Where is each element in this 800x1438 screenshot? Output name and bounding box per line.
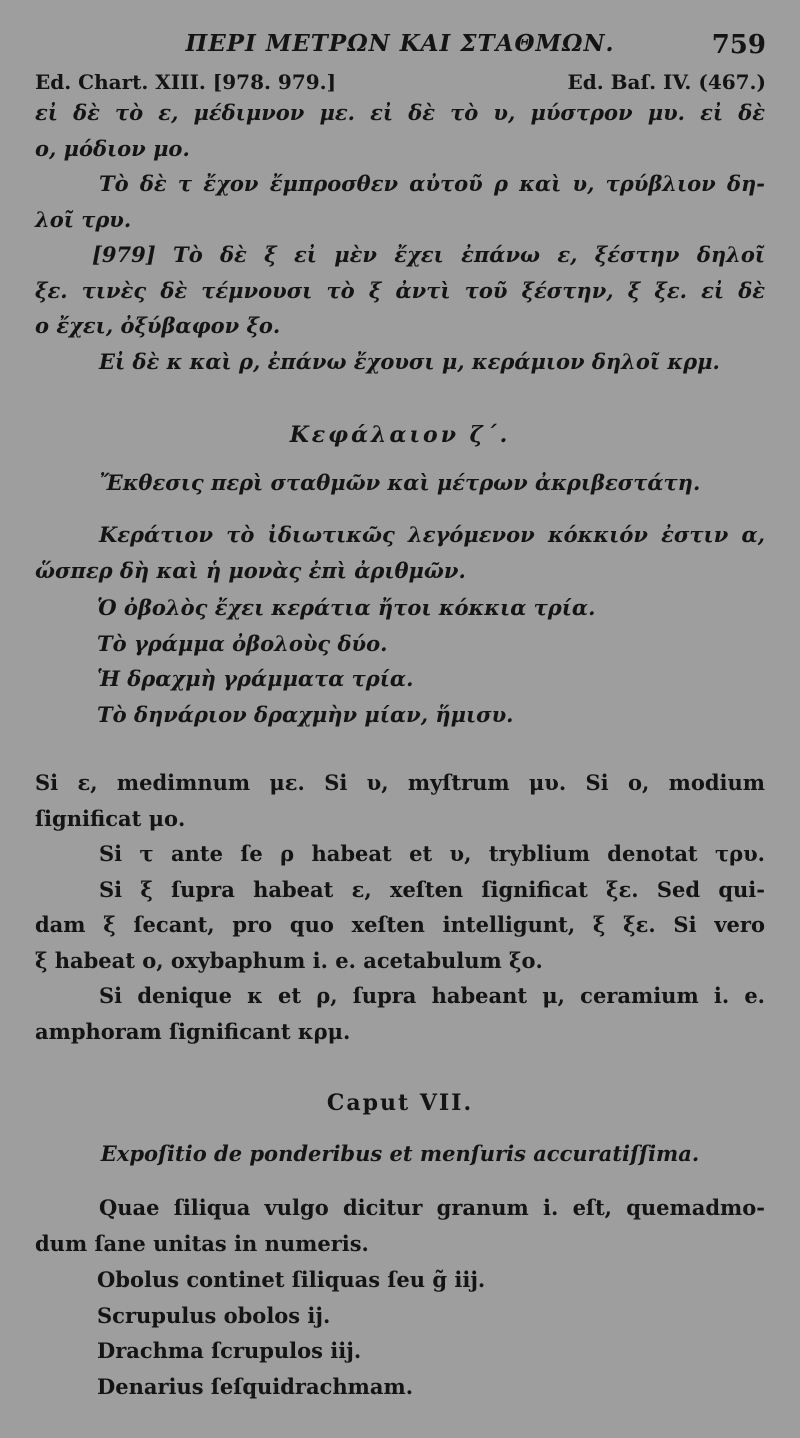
text-line: Quae ſiliqua vulgo dicitur granum i. eſt, quemadmo- — [99, 1195, 765, 1220]
text-line: ὥσπερ δὴ καὶ ἡ μονὰς ἐπὶ ἀριθμῶν. — [35, 557, 466, 583]
list-item: Obolus continet ſiliquas ſeu g̃ iij. — [97, 1267, 486, 1292]
text-line: dam ξ ſecant, pro quo xeſten intelligunt, ξ ξε. Si vero — [35, 912, 765, 937]
list-item: Τὸ γράμμα ὀβολοὺς δύο. — [97, 630, 388, 656]
running-title: ΠΕΡΙ ΜΕΤΡΩΝ ΚΑΙ ΣΤΑΘΜΩΝ. — [185, 30, 615, 57]
greek-chapter-heading: Κεφάλαιον ζ΄. — [289, 422, 511, 448]
text-line: ξ habeat ο, oxybaphum i. e. acetabulum ξο. — [35, 947, 543, 973]
latin-chapter-paragraph — [35, 1190, 765, 1261]
text-line: Si τ ante ſe ρ habeat et υ, tryblium denotat τρυ. — [99, 841, 765, 866]
greek-chapter-paragraph — [35, 517, 765, 588]
text-line: ξε. τινὲς δὲ τέμνουσι τὸ ξ ἀντὶ τοῦ ξέστην, ξ ξε. εἰ δὲ — [35, 277, 765, 303]
greek-measures-list — [35, 590, 765, 732]
greek-chapter-subheading: Ἔκθεσις περὶ σταθμῶν καὶ μέτρων ἀκριβεστάτη. — [99, 470, 701, 495]
latin-paragraph — [35, 765, 765, 1049]
latin-measures-list — [35, 1262, 765, 1404]
latin-chapter-subheading: Expoſitio de ponderibus et menſuris accuratiſſima. — [100, 1141, 700, 1166]
text-line: ο ἔχει, ὀξύβαφον ξο. — [35, 313, 281, 338]
text-line: amphoram ſignificant κρμ. — [35, 1018, 351, 1044]
text-line: [979] Τὸ δὲ ξ εἰ μὲν ἔχει ἐπάνω ε, ξέστην δηλοῖ — [92, 242, 765, 267]
latin-chapter-heading: Caput VII. — [326, 1090, 474, 1116]
list-item: Denarius ſeſquidrachmam. — [97, 1373, 414, 1399]
greek-paragraph — [35, 95, 765, 379]
edition-reference-left: Ed. Chart. XIII. [978. 979.] — [35, 70, 337, 94]
edition-reference-right: Ed. Baſ. IV. (467.) — [567, 70, 766, 94]
text-line: Εἰ δὲ κ καὶ ρ, ἐπάνω ἔχουσι μ, κεράμιον δηλοῖ κρμ. — [99, 348, 720, 374]
list-item: Τὸ δηνάριον δραχμὴν μίαν, ἥμισυ. — [97, 701, 514, 727]
text-line: ο, μόδιον μο. — [35, 135, 190, 161]
list-item: Drachma ſcrupulos iij. — [97, 1338, 362, 1363]
text-line: Τὸ δὲ τ ἔχον ἔμπροσθεν αὐτοῦ ρ καὶ υ, τρύβλιον δη- — [99, 171, 765, 196]
list-item: Scrupulus obolos ij. — [97, 1302, 331, 1328]
text-line: ſignificat μο. — [35, 805, 186, 831]
page-number: 759 — [711, 30, 766, 60]
list-item: Ἡ δραχμὴ γράμματα τρία. — [97, 666, 414, 691]
text-line: Si ε, medimnum με. Si υ, myſtrum μυ. Si ο, modium — [35, 770, 765, 795]
text-line: λοῖ τρυ. — [35, 206, 132, 232]
text-line: Κεράτιον τὸ ἰδιωτικῶς λεγόμενον κόκκιόν ἐστιν α, — [99, 522, 765, 547]
text-line: Si denique κ et ρ, ſupra habeant μ, ceramium i. e. — [99, 983, 765, 1008]
text-line: Si ξ ſupra habeat ε, xeſten ſignificat ξε. Sed qui- — [99, 876, 765, 902]
list-item: Ὁ ὀβολὸς ἔχει κεράτια ἤτοι κόκκια τρία. — [97, 595, 596, 620]
text-line: dum ſane unitas in numeris. — [35, 1230, 369, 1256]
text-line: εἰ δὲ τὸ ε, μέδιμνον με. εἰ δὲ τὸ υ, μύστρον μυ. εἰ δὲ — [35, 100, 765, 125]
